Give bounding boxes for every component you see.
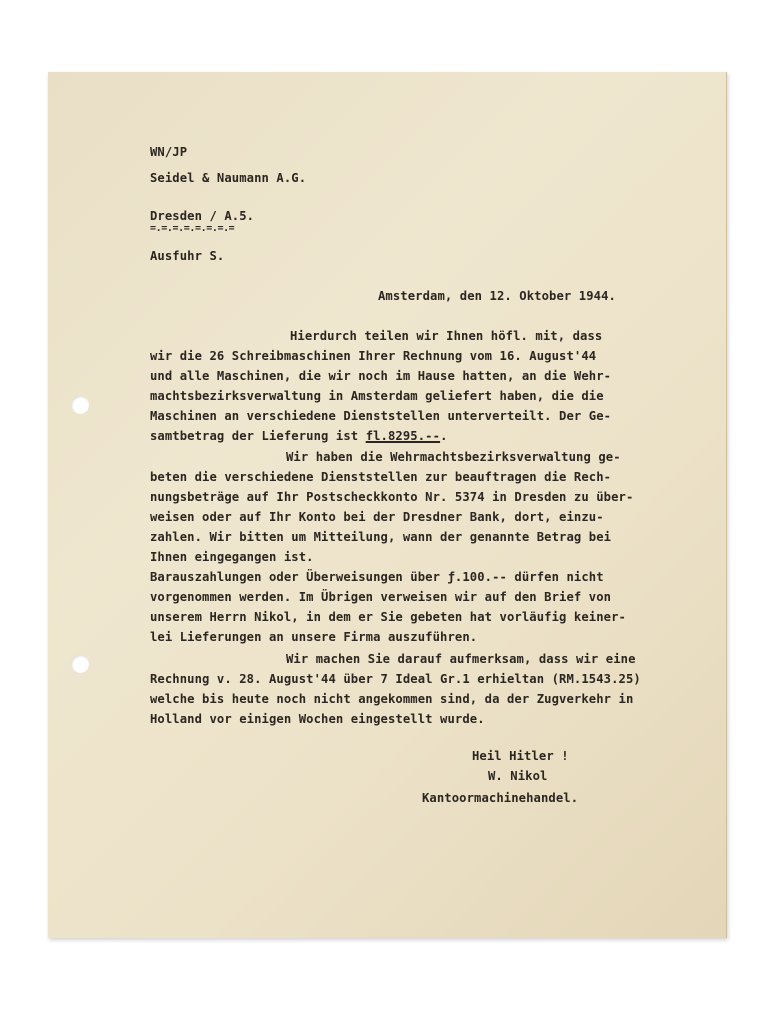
total-amount: fl.8295.-- (365, 429, 441, 443)
body-line: vorgenommen werden. Im Übrigen verweisen wir auf den Brief von (150, 590, 612, 604)
recipient-name: Seidel & Naumann A.G. (150, 171, 307, 185)
reference-code: WN/JP (150, 145, 188, 159)
body-line: Wir machen Sie darauf aufmerksam, dass wir eine (286, 652, 636, 666)
city-underline: =.=.=.=.=.=.=.= (150, 223, 235, 234)
body-line: zahlen. Wir bitten um Mitteilung, wann der genannte Betrag bei (150, 530, 612, 544)
body-line: Maschinen an verschiedene Dienststellen unterverteilt. Der Ge- (150, 409, 612, 423)
body-line: wir die 26 Schreibmaschinen Ihrer Rechnung vom 16. August'44 (150, 349, 597, 363)
letter-paper (48, 72, 727, 938)
body-line: und alle Maschinen, die wir noch im Hause hatten, an die Wehr- (150, 369, 612, 383)
department: Ausfuhr S. (150, 249, 225, 263)
body-line: Rechnung v. 28. August'44 über 7 Ideal Gr.1 erhieltan (RM.1543.25) (150, 672, 641, 686)
body-line: lei Lieferungen an unsere Firma auszuführen. (150, 630, 478, 644)
signatory-name: W. Nikol (488, 769, 548, 783)
body-line: Barauszahlungen oder Überweisungen über ƒ.100.-- dürfen nicht (150, 570, 604, 584)
body-line: nungsbeträge auf Ihr Postscheckkonto Nr. 5374 in Dresden zu über- (150, 490, 634, 504)
body-line: samtbetrag der Lieferung ist (150, 429, 366, 443)
body-line: beten die verschiedene Dienststellen zur beauftragen die Rech- (150, 470, 612, 484)
body-line: Ihnen eingegangen ist. (150, 550, 314, 564)
punch-hole-bottom (71, 655, 89, 673)
amount-period: . (440, 429, 448, 443)
dateline: Amsterdam, den 12. Oktober 1944. (378, 289, 616, 303)
body-line-amount (150, 430, 448, 442)
recipient-city: Dresden / A.5. (150, 209, 255, 223)
company-name: Kantoormachinehandel. (422, 791, 579, 805)
body-line: Holland vor einigen Wochen eingestellt wurde. (150, 712, 485, 726)
body-line: Wir haben die Wehrmachtsbezirksverwaltung ge- (286, 450, 621, 464)
body-line: machtsbezirksverwaltung in Amsterdam geliefert haben, die die (150, 389, 604, 403)
body-line: weisen oder auf Ihr Konto bei der Dresdner Bank, dort, einzu- (150, 510, 604, 524)
body-line: unserem Herrn Nikol, in dem er Sie gebeten hat vorläufig keiner- (150, 610, 626, 624)
body-line: Hierdurch teilen wir Ihnen höfl. mit, dass (290, 329, 603, 343)
punch-hole-top (71, 396, 89, 414)
closing-salutation: Heil Hitler ! (472, 749, 569, 763)
body-line: welche bis heute noch nicht angekommen sind, da der Zugverkehr in (150, 692, 634, 706)
